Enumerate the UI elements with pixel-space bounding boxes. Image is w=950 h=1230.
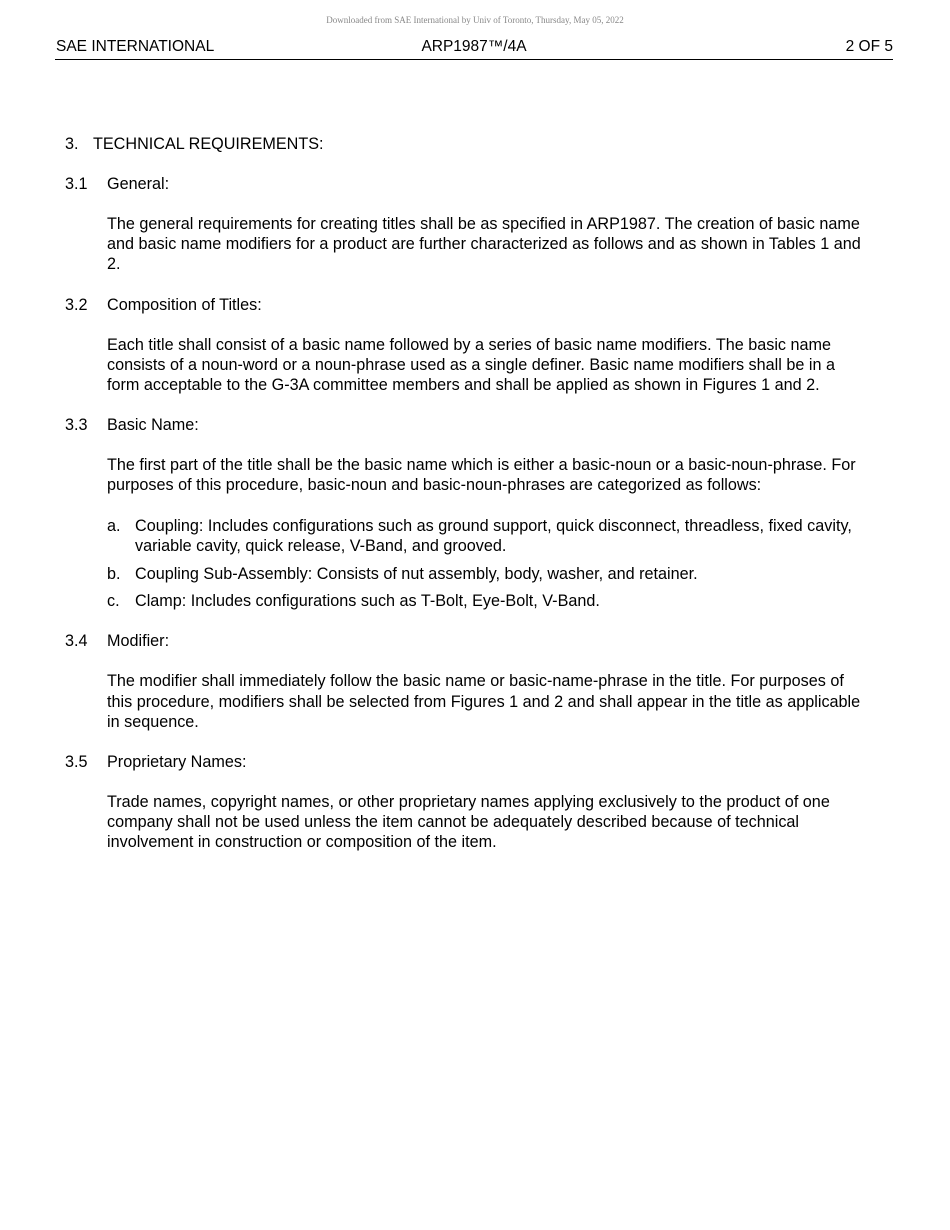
list-item-text: Clamp: Includes configurations such as T-Bolt, Eye-Bolt, V-Band. bbox=[135, 592, 600, 611]
subsection-title: Proprietary Names: bbox=[107, 753, 247, 772]
list-marker: c. bbox=[107, 592, 120, 611]
list-marker: a. bbox=[107, 516, 121, 535]
subsection-heading bbox=[65, 631, 865, 651]
section-heading bbox=[65, 134, 865, 154]
subsection-number: 3.1 bbox=[65, 175, 88, 193]
list-item-text: Coupling Sub-Assembly: Consists of nut assembly, body, washer, and retainer. bbox=[135, 564, 698, 583]
subsection-paragraph: The first part of the title shall be the basic name which is either a basic-noun or a basic-noun-phrase. For purposes of this procedure, basic-noun and basic-noun-phrases are categorized as follows: bbox=[107, 456, 856, 495]
list-item-text: Coupling: Includes configurations such as ground support, quick disconnect, threadless, fixed cavity, variable cavity, quick release, V-Band, and grooved. bbox=[135, 516, 852, 555]
subsection-number: 3.4 bbox=[65, 632, 88, 651]
page-header bbox=[55, 37, 893, 60]
download-notice: Downloaded from SAE International by Univ of Toronto, Thursday, May 05, 2022 bbox=[326, 15, 624, 25]
subsection-number: 3.3 bbox=[65, 416, 88, 435]
subsection-title: Basic Name: bbox=[107, 416, 199, 435]
document-body bbox=[65, 134, 865, 853]
subsection-paragraph: The modifier shall immediately follow the basic name or basic-name-phrase in the title. For purposes of this procedure, modifiers shall be selected from Figures 1 and 2 and shall appear in the title as applicable in sequence. bbox=[107, 672, 861, 731]
section-title: TECHNICAL REQUIREMENTS: bbox=[93, 135, 324, 153]
subsection-paragraph: Each title shall consist of a basic name followed by a series of basic name modifiers. The basic name consists of a noun-word or a noun-phrase used as a single definer. Basic name modifiers shall be in a form acceptable to the G-3A committee members and shall be applied as shown in Figures 1 and 2. bbox=[107, 335, 835, 395]
subsection-number: 3.5 bbox=[65, 753, 88, 772]
subsection-paragraph: The general requirements for creating titles shall be as specified in ARP1987. The creation of basic name and basic name modifiers for a product are further characterized as follows and as shown in Tables 1 and 2. bbox=[107, 215, 861, 274]
subsection-number: 3.2 bbox=[65, 295, 88, 314]
page-number: 2 OF 5 bbox=[845, 38, 893, 55]
publisher-name: SAE INTERNATIONAL bbox=[56, 38, 215, 55]
subsection-heading bbox=[65, 752, 865, 772]
section-number: 3. bbox=[65, 135, 79, 153]
subsection-title: General: bbox=[107, 175, 170, 193]
subsection-heading bbox=[65, 174, 865, 194]
list-item bbox=[107, 564, 863, 584]
subsection-title: Composition of Titles: bbox=[107, 295, 262, 314]
list-item bbox=[107, 516, 863, 556]
subsection-heading bbox=[65, 415, 865, 435]
list-item bbox=[107, 591, 863, 611]
subsection-paragraph: Trade names, copyright names, or other proprietary names applying exclusively to the product of one company shall not be used unless the item cannot be adequately described because of technical involvement in construction or composition of the item. bbox=[107, 793, 830, 852]
subsection-title: Modifier: bbox=[107, 632, 170, 651]
document-number: ARP1987™/4A bbox=[421, 38, 527, 55]
subsection-heading bbox=[65, 295, 865, 315]
list-marker: b. bbox=[107, 564, 121, 583]
